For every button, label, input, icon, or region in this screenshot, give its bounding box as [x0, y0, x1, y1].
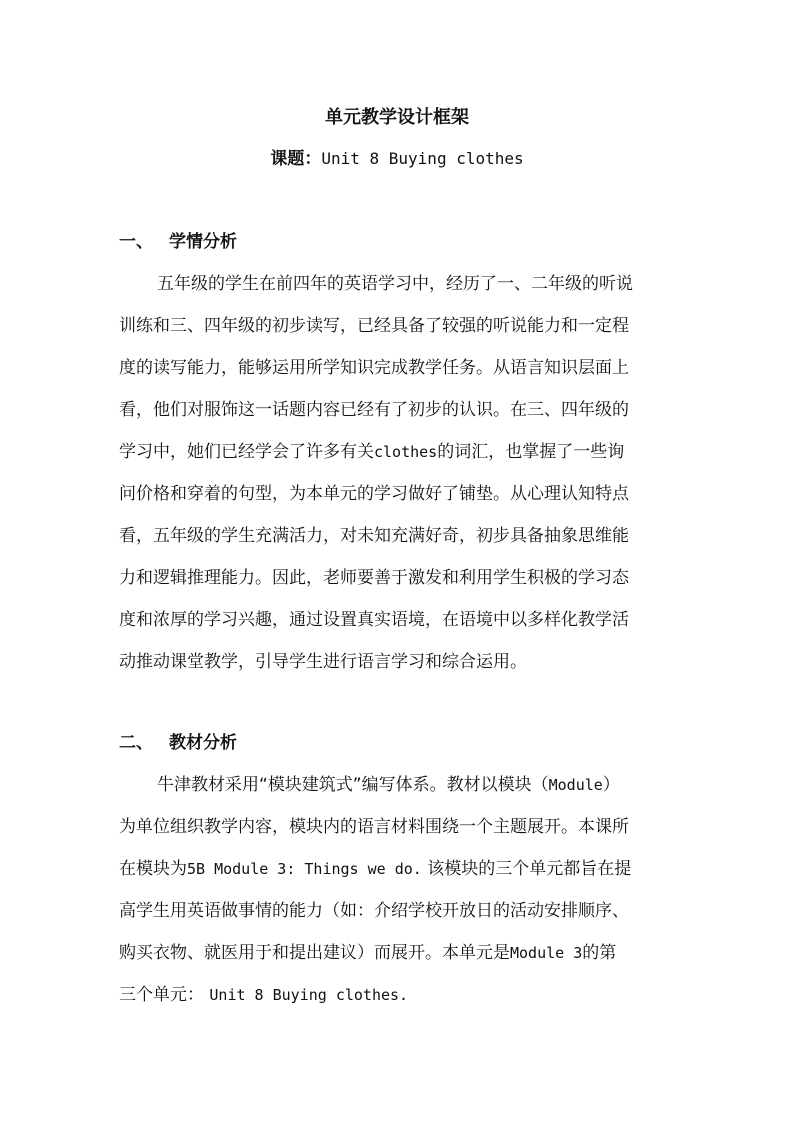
line-text: ）	[602, 775, 620, 795]
paragraph-line: 度的读写能力，能够运用所学知识完成教学任务。从语言知识层面上	[119, 358, 629, 378]
paragraph-line: 训练和三、四年级的初步读写，已经具备了较强的听说能力和一定程	[119, 316, 629, 336]
paragraph-line	[119, 855, 631, 883]
line-english: Module	[548, 776, 603, 794]
line-english: clothes	[374, 443, 438, 461]
paragraph-line	[119, 939, 616, 967]
paragraph-line	[157, 771, 620, 799]
subtitle-value: Unit 8 Buying clothes	[321, 149, 524, 168]
section-number: 一、	[119, 232, 153, 252]
paragraph-line: 看，五年级的学生充满活力，对未知充满好奇，初步具备抽象思维能	[119, 526, 629, 546]
line-english: Unit 8 Buying clothes.	[209, 986, 409, 1004]
paragraph-line	[119, 981, 408, 1009]
paragraph-line: 度和浓厚的学习兴趣，通过设置真实语境，在语境中以多样化教学活	[119, 610, 629, 630]
line-text: 的第	[582, 943, 617, 963]
paragraph-line: 为单位组织教学内容，模块内的语言材料围绕一个主题展开。本课所	[119, 817, 629, 837]
paragraph-line	[119, 438, 624, 466]
paragraph-line: 五年级的学生在前四年的英语学习中，经历了一、二年级的听说	[157, 274, 633, 294]
section-heading-1	[119, 228, 237, 256]
document-title: 单元教学设计框架	[325, 107, 469, 128]
section-title: 教材分析	[169, 733, 237, 753]
line-text: 的词汇，也掌握了一些询	[437, 442, 625, 462]
line-english: Module 3	[510, 944, 583, 962]
section-number: 二、	[119, 733, 153, 753]
subtitle-label: 课题：	[270, 149, 322, 169]
paragraph-line: 看，他们对服饰这一话题内容已经有了初步的认识。在三、四年级的	[119, 400, 629, 420]
line-text: 学习中，她们已经学会了许多有关	[119, 442, 374, 462]
paragraph-line: 动推动课堂教学，引导学生进行语言学习和综合运用。	[119, 652, 527, 672]
line-text: 三个单元：	[119, 985, 210, 1005]
paragraph-line: 问价格和穿着的句型，为本单元的学习做好了铺垫。从心理认知特点	[119, 484, 629, 504]
document-subtitle	[0, 145, 794, 173]
line-text: 在模块为	[119, 859, 187, 879]
line-text: 该模块的三个单元都旨在提	[421, 859, 632, 879]
section-title: 学情分析	[169, 232, 237, 252]
line-english: 5B Module 3: Things we do.	[187, 860, 422, 878]
section-heading-2	[119, 729, 237, 757]
line-text: 购买衣物、就医用于和提出建议）而展开。本单元是	[119, 943, 510, 963]
line-text: 牛津教材采用“模块建筑式”编写体系。教材以模块（	[157, 775, 549, 795]
paragraph-line: 力和逻辑推理能力。因此，老师要善于激发和利用学生积极的学习态	[119, 568, 629, 588]
paragraph-line: 高学生用英语做事情的能力（如：介绍学校开放日的活动安排顺序、	[119, 901, 629, 921]
